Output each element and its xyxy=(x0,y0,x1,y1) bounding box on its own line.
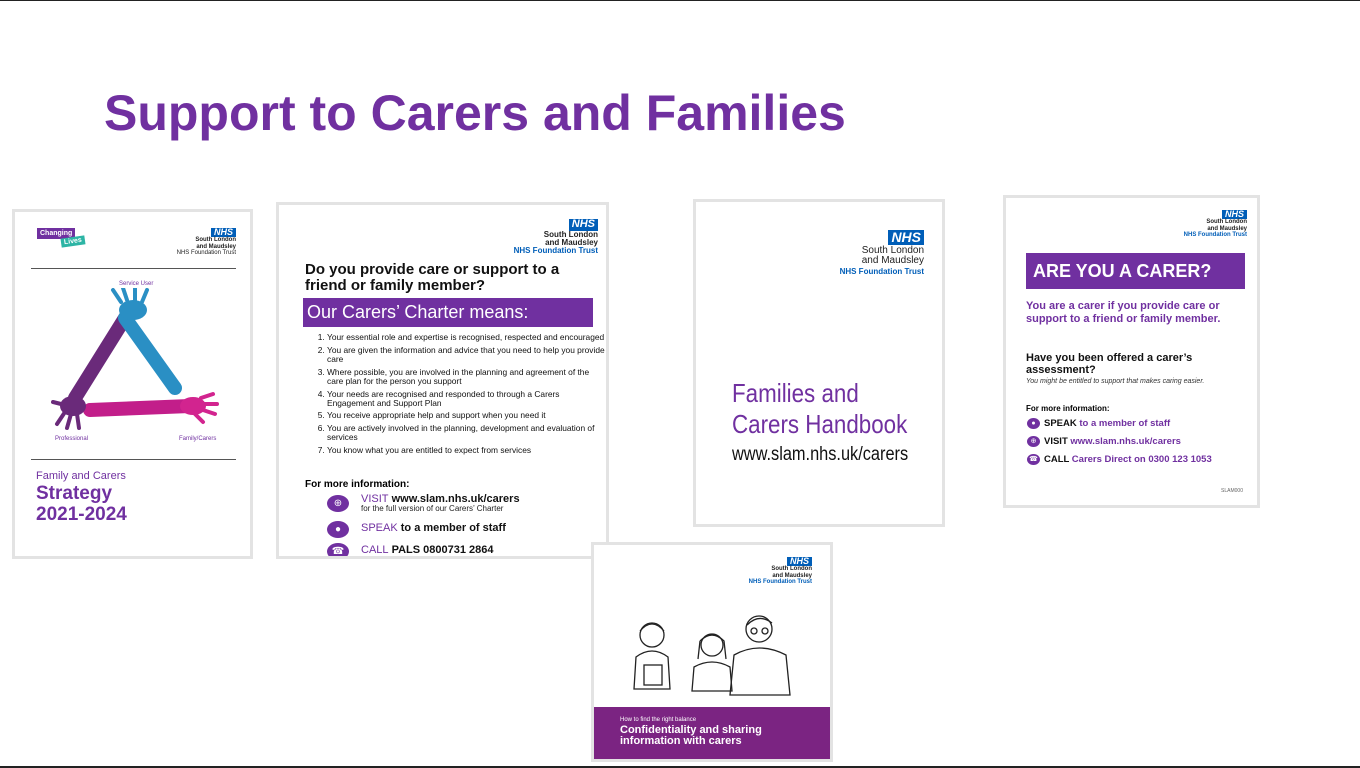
trust-name-line1: South London xyxy=(195,237,236,244)
visit-url: www.slam.nhs.uk/carers xyxy=(391,493,520,505)
phone-icon: ☎ xyxy=(1027,454,1040,465)
phone-icon: ☎ xyxy=(327,543,349,556)
nhs-trust-logo xyxy=(749,557,812,585)
document-code: SLAM000 xyxy=(1221,488,1243,494)
charter-item: 5. You receive appropriate help and support when you need it xyxy=(327,411,606,420)
trust-name-line1: South London xyxy=(771,566,812,573)
carer-assessment-note: You might be entitled to support that makes caring easier. xyxy=(1026,378,1205,385)
label-service-user: Service User xyxy=(119,281,154,287)
hands-triangle-illustration xyxy=(15,288,250,448)
call-text: PALS 0800731 2864 xyxy=(391,544,494,556)
call-text: Carers Direct on 0300 123 1053 xyxy=(1071,454,1212,465)
handbook-url: www.slam.nhs.uk/carers xyxy=(732,444,909,465)
changing-lives-logo: Changing xyxy=(37,228,75,239)
speak-text: to a member of staff xyxy=(400,522,506,534)
speak-word: SPEAK xyxy=(361,522,398,534)
charter-list xyxy=(309,333,606,459)
visit-url: www.slam.nhs.uk/carers xyxy=(1070,436,1181,447)
changing-lives-logo-sub: Lives xyxy=(60,235,85,247)
nhs-badge: NHS xyxy=(888,230,924,245)
call-row xyxy=(1044,454,1212,465)
charter-item: 3. Where possible, you are involved in the planning and agreement of the care plan for the person you support xyxy=(327,368,606,386)
trust-name-line2: and Maudsley xyxy=(545,237,598,247)
speech-bubble-icon: ● xyxy=(1027,418,1040,429)
carers-handbook-thumbnail xyxy=(696,202,942,524)
call-word: CALL xyxy=(361,544,389,556)
carer-definition: You are a carer if you provide care or support to a friend or family member. xyxy=(1026,300,1221,325)
trust-name-line3: NHS Foundation Trust xyxy=(839,266,924,276)
trust-name-line1: South London xyxy=(1206,219,1247,226)
charter-item: 6. You are actively involved in the planning, development and evaluation of services xyxy=(327,424,606,442)
trust-name-line3: NHS Foundation Trust xyxy=(748,579,812,586)
speak-text: to a member of staff xyxy=(1079,418,1171,429)
confidentiality-kicker: How to find the right balance xyxy=(620,717,697,723)
slide-top-border xyxy=(0,0,1360,1)
nhs-trust-logo xyxy=(1184,210,1247,238)
handbook-title-line2: Carers Handbook xyxy=(732,409,908,439)
carer-assessment-question: Have you been offered a carer’s assessment? xyxy=(1026,352,1193,376)
nhs-badge: NHS xyxy=(787,557,812,566)
trust-name-line3: NHS Foundation Trust xyxy=(1183,232,1247,239)
are-you-a-carer-thumbnail xyxy=(1006,198,1257,505)
nhs-badge: NHS xyxy=(1222,210,1247,219)
visit-subtext: for the full version of our Carers’ Charter xyxy=(361,504,504,513)
trust-name-line2: and Maudsley xyxy=(772,572,812,579)
charter-item: 2. You are given the information and advice that you need to help you provide care xyxy=(327,346,606,364)
label-family-carers: Family/Carers xyxy=(179,436,217,442)
charter-band: Our Carers’ Charter means: xyxy=(303,298,593,327)
visit-word: VISIT xyxy=(1044,436,1068,447)
strategy-subtitle: Family and Carers xyxy=(36,470,126,482)
divider xyxy=(31,459,236,460)
nhs-trust-logo xyxy=(177,228,236,256)
speak-row xyxy=(361,522,506,534)
confidentiality-leaflet-thumbnail xyxy=(594,545,830,759)
people-sketch-illustration xyxy=(614,611,814,703)
trust-name-line2: and Maudsley xyxy=(196,243,236,250)
nhs-badge: NHS xyxy=(211,228,236,237)
slide-title: Support to Carers and Families xyxy=(104,85,846,141)
call-row xyxy=(361,544,494,556)
visit-row xyxy=(1044,436,1181,447)
more-info-heading: For more information: xyxy=(305,479,410,490)
trust-name-line1: South London xyxy=(543,229,598,239)
trust-name-line1: South London xyxy=(861,244,924,256)
handbook-title-line1: Families and xyxy=(732,378,859,408)
charter-question: Do you provide care or support to a friend or family member? xyxy=(305,261,560,294)
divider xyxy=(31,268,236,269)
trust-name-line2: and Maudsley xyxy=(1207,225,1247,232)
nhs-trust-logo xyxy=(840,230,924,277)
nhs-trust-logo xyxy=(514,219,598,256)
strategy-document-thumbnail xyxy=(15,212,250,556)
carer-band: ARE YOU A CARER? xyxy=(1026,253,1245,289)
speak-row xyxy=(1044,418,1170,429)
confidentiality-band xyxy=(594,707,830,759)
charter-item: 1. Your essential role and expertise is recognised, respected and encouraged xyxy=(327,333,606,342)
call-word: CALL xyxy=(1044,454,1070,465)
carers-charter-thumbnail xyxy=(279,205,606,556)
speech-bubble-icon: ● xyxy=(327,521,349,538)
more-info-heading: For more information: xyxy=(1026,404,1110,413)
trust-name-line3: NHS Foundation Trust xyxy=(513,246,598,256)
globe-icon: ⊕ xyxy=(327,495,349,512)
charter-item: 4. Your needs are recognised and responded to through a Carers Engagement and Support Plan xyxy=(327,390,606,408)
visit-word: VISIT xyxy=(361,493,389,505)
nhs-badge: NHS xyxy=(569,219,598,231)
speak-word: SPEAK xyxy=(1044,418,1077,429)
strategy-title xyxy=(36,483,127,525)
strategy-years: 2021-2024 xyxy=(36,504,127,525)
confidentiality-title: Confidentiality and sharing information with carers xyxy=(620,724,762,747)
handbook-title xyxy=(732,378,907,440)
trust-name-line2: and Maudsley xyxy=(861,255,924,266)
label-professional: Professional xyxy=(55,436,89,442)
charter-item: 7. You know what you are entitled to expect from services xyxy=(327,446,606,455)
globe-icon: ⊕ xyxy=(1027,436,1040,447)
strategy-title-word: Strategy xyxy=(36,483,113,504)
trust-name-line3: NHS Foundation Trust xyxy=(176,250,236,257)
